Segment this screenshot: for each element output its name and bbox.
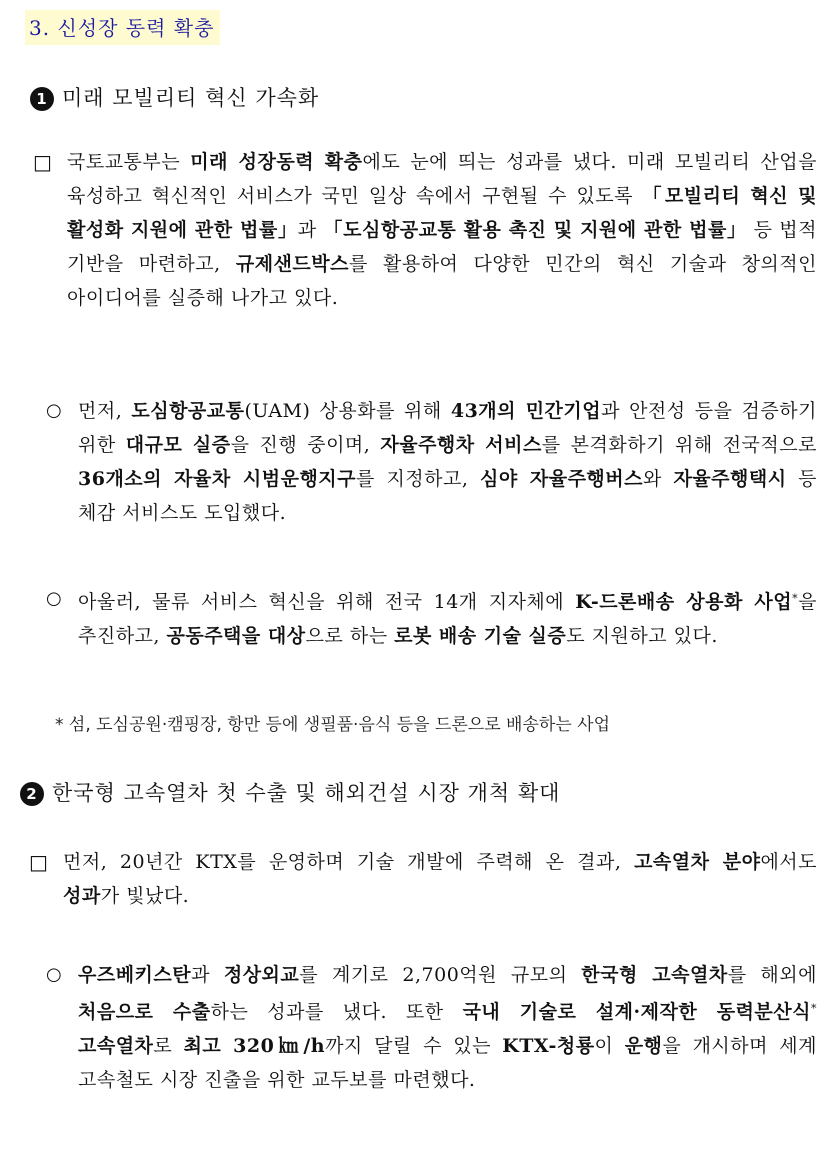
text: 하는 성과를 냈다. 또한 [210, 1001, 463, 1023]
heading-1 [30, 82, 319, 112]
text: 까지 달릴 수 있는 [325, 1035, 503, 1057]
text: 등 법적 기반을 마련하고, [67, 219, 817, 275]
paragraph-1 [33, 145, 817, 315]
footnote-mark: * [811, 1002, 817, 1015]
square-bullet: □ [29, 850, 49, 874]
text-bold: 규제샌드박스 [235, 253, 349, 275]
text-bold: 36개소의 자율차 시범운행지구 [78, 468, 357, 490]
text: 과 [191, 964, 224, 986]
number-badge: 1 [30, 87, 54, 111]
text-bold: 최고 320㎞/h [183, 1035, 326, 1057]
text-bold: 「모빌리티 혁신 및 활성화 지원에 관한 법률」 [67, 185, 817, 241]
text: 을 진행 중이며, [230, 434, 381, 456]
text-bold: 미래 성장동력 확충 [190, 151, 363, 173]
text: 을 개시하며 세계 고속철도 시장 진출을 위한 교두보를 마련했다. [78, 1035, 817, 1091]
text-bold: K-드론배송 상용화 사업 [575, 591, 793, 613]
text-bold: 정상외교 [223, 964, 300, 986]
square-bullet: □ [33, 150, 53, 174]
text: 도 지원하고 있다. [566, 625, 718, 647]
footnote-mark: * [792, 592, 799, 605]
text-bold: 대규모 실증 [125, 434, 231, 456]
text: 을 추진하고, [78, 591, 817, 647]
text-bold: 고속열차 분야 [634, 851, 761, 873]
paragraph-2 [46, 394, 817, 530]
text-bold: 43개의 민간기업 [450, 400, 602, 422]
text-bold: 자율주행택시 [673, 468, 787, 490]
text-bold: 심야 자율주행버스 [480, 468, 643, 490]
paragraph-3 [46, 582, 817, 653]
circle-bullet: ○ [46, 964, 63, 985]
number-badge: 2 [20, 782, 44, 806]
text-bold: 공동주택을 대상 [166, 625, 306, 647]
text: 먼저, 20년간 KTX를 운영하며 기술 개발에 주력해 온 결과, [63, 851, 635, 873]
text-bold: 성과 [63, 885, 101, 907]
text: 과 [297, 219, 324, 241]
text-bold: KTX-청룡 [502, 1035, 595, 1057]
text: 를 계기로 2,700억원 규모의 [299, 964, 582, 986]
text: (UAM) 상용화를 위해 [244, 400, 451, 422]
text: 으로 하는 [305, 625, 395, 647]
text: 가 빛났다. [100, 885, 190, 907]
text-bold: 운행 [624, 1035, 663, 1057]
text-bold: 「도심항공교통 활용 촉진 및 지원에 관한 법률」 [323, 219, 747, 241]
text-bold: 처음으로 수출 [78, 1001, 211, 1023]
text: 국토교통부는 [67, 151, 191, 173]
text: 과 안전성 등을 검증하기 위한 [78, 400, 817, 456]
text-bold: 자율주행차 서비스 [380, 434, 542, 456]
paragraph-4 [29, 845, 817, 913]
text: 아울러, 물류 서비스 혁신을 위해 전국 14개 지자체에 [78, 591, 576, 613]
section-title: 3. 신성장 동력 확충 [25, 10, 220, 45]
text: 등 체감 서비스도 도입했다. [78, 468, 817, 524]
text: 를 지정하고, [356, 468, 480, 490]
text: 먼저, [78, 400, 132, 422]
text-bold: 국내 기술로 설계·제작한 동력분산식 [462, 1001, 811, 1023]
text-bold: 로봇 배송 기술 실증 [394, 625, 567, 647]
footnote: * 섬, 도심공원·캠핑장, 항만 등에 생필품·음식 등을 드론으로 배송하는 사업 [55, 715, 610, 735]
circle-bullet: ○ [46, 400, 63, 421]
text: 를 활용하여 다양한 민간의 혁신 기술과 창의적인 아이디어를 실증해 나가고 있다. [67, 253, 817, 309]
text: 를 본격화하기 위해 전국적으로 [541, 434, 817, 456]
text-bold: 한국형 고속열차 [581, 964, 728, 986]
text: 에서도 [760, 851, 817, 873]
heading-2 [20, 777, 560, 807]
text-bold: 고속열차 [78, 1035, 154, 1057]
text: 를 해외에 [727, 964, 817, 986]
heading-text: 한국형 고속열차 첫 수출 및 해외건설 시장 개척 확대 [52, 781, 561, 805]
text-bold: 우즈베키스탄 [78, 964, 192, 986]
text-bold: 도심항공교통 [131, 400, 245, 422]
circle-bullet: ○ [46, 588, 63, 609]
text: 와 [643, 468, 674, 490]
text: 로 [153, 1035, 184, 1057]
paragraph-5 [46, 958, 817, 1097]
heading-text: 미래 모빌리티 혁신 가속화 [62, 86, 320, 110]
text: 에도 눈에 띄는 성과를 냈다. 미래 모빌리티 산업을 육성하고 혁신적인 서비스가 국민 일상 속에서 구현될 수 있도록 [67, 151, 817, 207]
text: 이 [594, 1035, 625, 1057]
